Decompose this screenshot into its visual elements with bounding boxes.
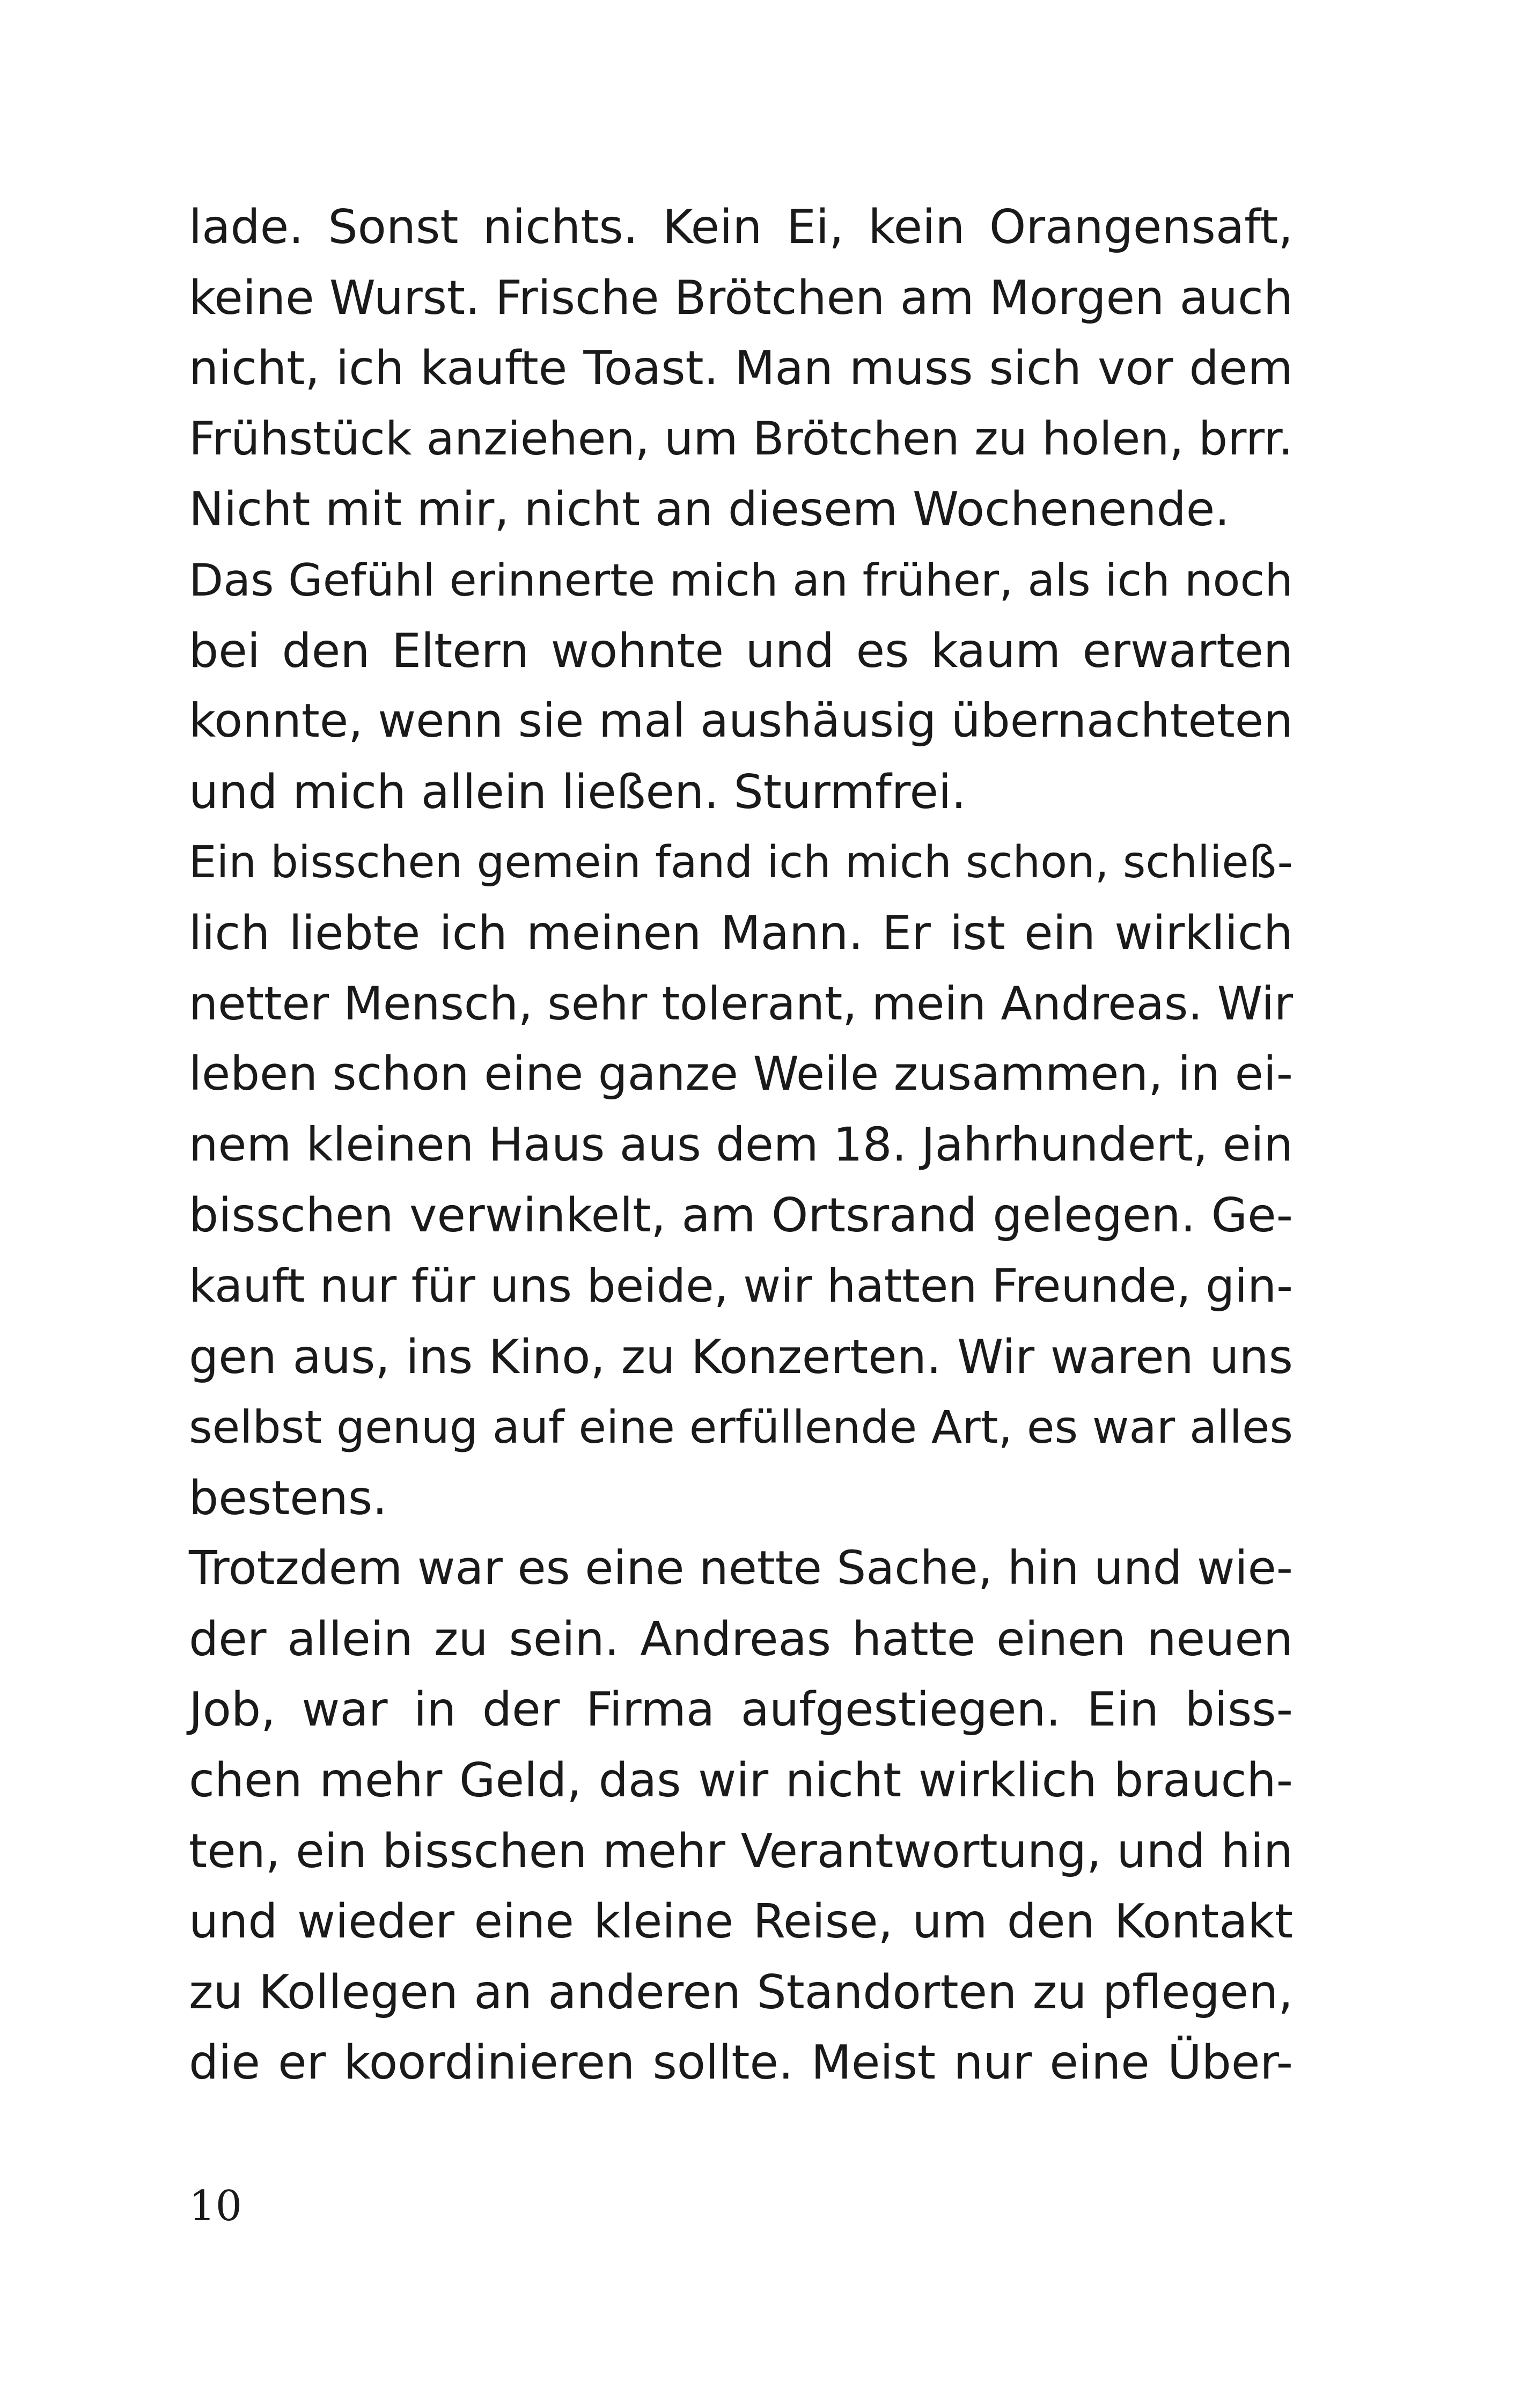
text-line: leben schon eine ganze Weile zusammen, in ei- bbox=[189, 1047, 1293, 1102]
body-text bbox=[189, 192, 1293, 2098]
text-line: und mich allein ließen. Sturmfrei. bbox=[189, 764, 966, 819]
text-line: lich liebte ich meinen Mann. Er ist ein wirklich bbox=[189, 905, 1293, 960]
text-line: konnte, wenn sie mal aushäusig übernachteten bbox=[189, 694, 1293, 748]
text-line: Ein bisschen gemein fand ich mich schon, schließ- bbox=[189, 837, 1293, 889]
text-line: selbst genug auf eine erfüllende Art, es war alles bbox=[189, 1401, 1293, 1454]
text-line: ten, ein bisschen mehr Verantwortung, und hin bbox=[189, 1823, 1293, 1878]
text-line: Job, war in der Firma aufgestiegen. Ein biss- bbox=[189, 1682, 1293, 1737]
text-line: netter Mensch, sehr tolerant, mein Andreas. Wir bbox=[189, 977, 1293, 1031]
text-line: keine Wurst. Frische Brötchen am Morgen auch bbox=[189, 270, 1293, 325]
text-line: die er koordinieren sollte. Meist nur eine Über- bbox=[189, 2035, 1293, 2090]
text-line: nicht, ich kaufte Toast. Man muss sich vor dem bbox=[189, 341, 1293, 396]
text-line: zu Kollegen an anderen Standorten zu pflegen, bbox=[189, 1964, 1293, 2020]
text-line: nem kleinen Haus aus dem 18. Jahrhundert, ein bbox=[189, 1118, 1293, 1172]
text-line: Trotzdem war es eine nette Sache, hin und wie- bbox=[189, 1541, 1293, 1596]
text-line: kauft nur für uns beide, wir hatten Freunde, gin- bbox=[189, 1259, 1293, 1313]
text-line: Frühstück anziehen, um Brötchen zu holen, brrr. bbox=[189, 412, 1293, 466]
text-line: Das Gefühl erinnerte mich an früher, als ich noch bbox=[189, 554, 1293, 606]
text-line: der allein zu sein. Andreas hatte einen neuen bbox=[189, 1611, 1293, 1666]
text-line: Nicht mit mir, nicht an diesem Wochenende. bbox=[189, 482, 1230, 537]
text-line: gen aus, ins Kino, zu Konzerten. Wir waren uns bbox=[189, 1329, 1293, 1384]
text-line: bei den Eltern wohnte und es kaum erwarten bbox=[189, 623, 1293, 678]
text-line: bestens. bbox=[189, 1470, 387, 1525]
text-line: und wieder eine kleine Reise, um den Kontakt bbox=[189, 1894, 1293, 1949]
text-line: lade. Sonst nichts. Kein Ei, kein Orangensaft, bbox=[189, 200, 1293, 254]
text-line: chen mehr Geld, das wir nicht wirklich brauch- bbox=[189, 1753, 1293, 1808]
text-line: bisschen verwinkelt, am Ortsrand gelegen. Ge- bbox=[189, 1188, 1293, 1243]
page-number: 10 bbox=[189, 2182, 243, 2230]
